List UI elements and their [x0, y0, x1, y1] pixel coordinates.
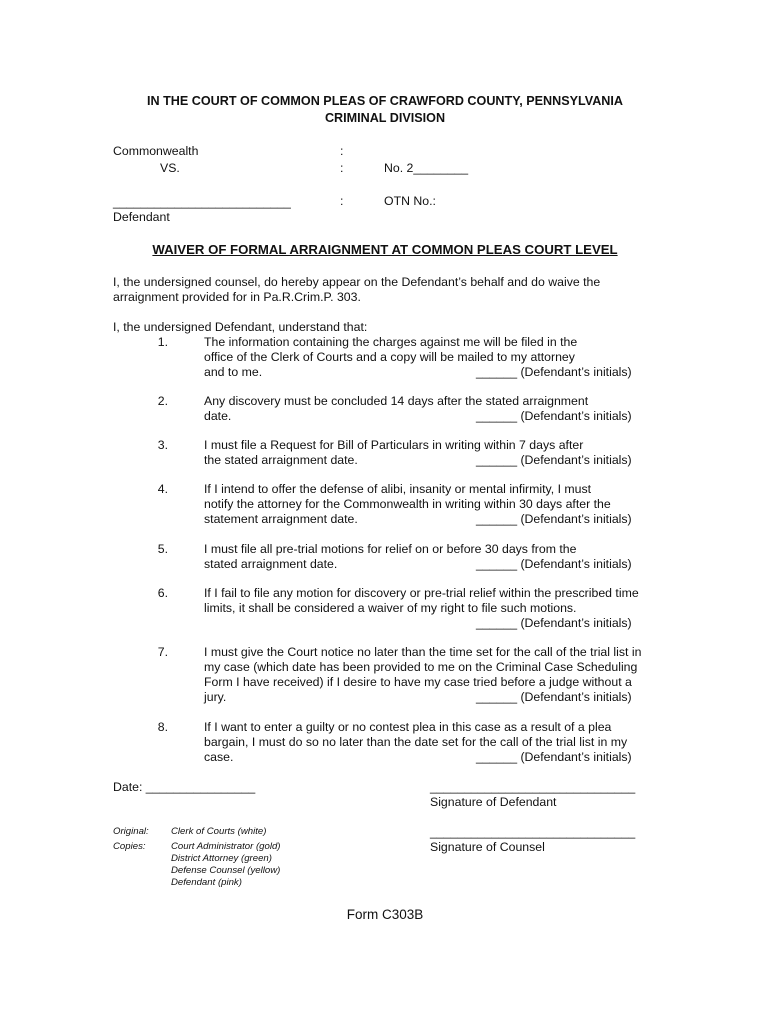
distribution-original: Clerk of Courts (white) — [171, 826, 267, 837]
counsel-statement-line: I, the undersigned counsel, do hereby appear on the Defendant’s behalf and do waive the — [113, 275, 601, 289]
commonwealth-label: Commonwealth — [113, 144, 199, 158]
item-line: statement arraignment date. — [204, 512, 358, 526]
item-line: office of the Clerk of Courts and a copy will be mailed to my attorney — [204, 350, 575, 364]
counsel-statement-line: arraignment provided for in Pa.R.Crim.P. 303. — [113, 290, 361, 304]
defendant-signature-line: ______________________________ — [430, 780, 636, 794]
initials-blank: ______ (Defendant’s initials) — [476, 690, 632, 704]
defendant-signature-label: Signature of Defendant — [430, 795, 557, 809]
item-line: notify the attorney for the Commonwealth in writing within 30 days after the — [204, 497, 611, 511]
initials-blank: ______ (Defendant’s initials) — [476, 616, 632, 630]
item-number: 2. — [157, 394, 168, 408]
caption-colon: : — [340, 144, 344, 158]
item-line: limits, it shall be considered a waiver of my right to file such motions. — [204, 601, 577, 615]
item-line: I must file a Request for Bill of Particulars in writing within 7 days after — [204, 438, 584, 452]
item-line: Form I have received) if I desire to have my case tried before a judge without a — [204, 675, 632, 689]
form-title: WAIVER OF FORMAL ARRAIGNMENT AT COMMON PLEAS COURT LEVEL — [152, 242, 618, 257]
division-title: CRIMINAL DIVISION — [324, 111, 446, 125]
form-number: Form C303B — [346, 907, 424, 922]
item-number: 5. — [157, 542, 168, 556]
counsel-signature-line: ______________________________ — [430, 825, 636, 839]
initials-blank: ______ (Defendant’s initials) — [476, 750, 632, 764]
item-number: 6. — [157, 586, 168, 600]
distribution-copy: Court Administrator (gold) — [171, 841, 281, 852]
counsel-signature-label: Signature of Counsel — [430, 840, 545, 854]
item-line: stated arraignment date. — [204, 557, 338, 571]
item-line: case. — [204, 750, 234, 764]
item-line: Any discovery must be concluded 14 days after the stated arraignment — [204, 394, 589, 408]
date-field: Date: ________________ — [113, 780, 256, 794]
initials-blank: ______ (Defendant’s initials) — [476, 512, 632, 526]
defendant-label: Defendant — [113, 210, 170, 224]
copies-label: Copies: — [113, 841, 146, 852]
item-number: 1. — [157, 335, 168, 349]
item-line: The information containing the charges against me will be filed in the — [204, 335, 578, 349]
item-number: 8. — [157, 720, 168, 734]
initials-blank: ______ (Defendant’s initials) — [476, 409, 632, 423]
caption-colon: : — [340, 194, 344, 208]
item-line: date. — [204, 409, 232, 423]
initials-blank: ______ (Defendant’s initials) — [476, 365, 632, 379]
defendant-name-blank: __________________________ — [113, 195, 291, 209]
item-line: I must file all pre-trial motions for relief on or before 30 days from the — [204, 542, 577, 556]
initials-blank: ______ (Defendant’s initials) — [476, 453, 632, 467]
docket-number: No. 2________ — [384, 161, 469, 175]
initials-blank: ______ (Defendant’s initials) — [476, 557, 632, 571]
vs-label: VS. — [160, 161, 180, 175]
item-number: 7. — [157, 645, 168, 659]
item-line: my case (which date has been provided to me on the Criminal Case Scheduling — [204, 660, 638, 674]
item-line: If I fail to file any motion for discovery or pre-trial relief within the prescribed time — [204, 586, 639, 600]
otn-number: OTN No.: — [384, 194, 436, 208]
item-line: jury. — [204, 690, 227, 704]
original-label: Original: — [113, 826, 149, 837]
item-number: 4. — [157, 482, 168, 496]
distribution-copy: Defendant (pink) — [171, 877, 242, 888]
item-number: 3. — [157, 438, 168, 452]
item-line: I must give the Court notice no later than the time set for the call of the trial list in — [204, 645, 642, 659]
court-title: IN THE COURT OF COMMON PLEAS OF CRAWFORD COUNTY, PENNSYLVANIA — [147, 94, 623, 108]
item-line: If I intend to offer the defense of alibi, insanity or mental infirmity, I must — [204, 482, 592, 496]
item-line: bargain, I must do so no later than the date set for the call of the trial list in my — [204, 735, 628, 749]
item-line: If I want to enter a guilty or no contest plea in this case as a result of a plea — [204, 720, 612, 734]
item-line: and to me. — [204, 365, 263, 379]
item-line: the stated arraignment date. — [204, 453, 358, 467]
defendant-intro: I, the undersigned Defendant, understand that: — [113, 320, 368, 334]
distribution-copy: Defense Counsel (yellow) — [171, 865, 281, 876]
distribution-copy: District Attorney (green) — [171, 853, 272, 864]
caption-colon: : — [340, 161, 344, 175]
